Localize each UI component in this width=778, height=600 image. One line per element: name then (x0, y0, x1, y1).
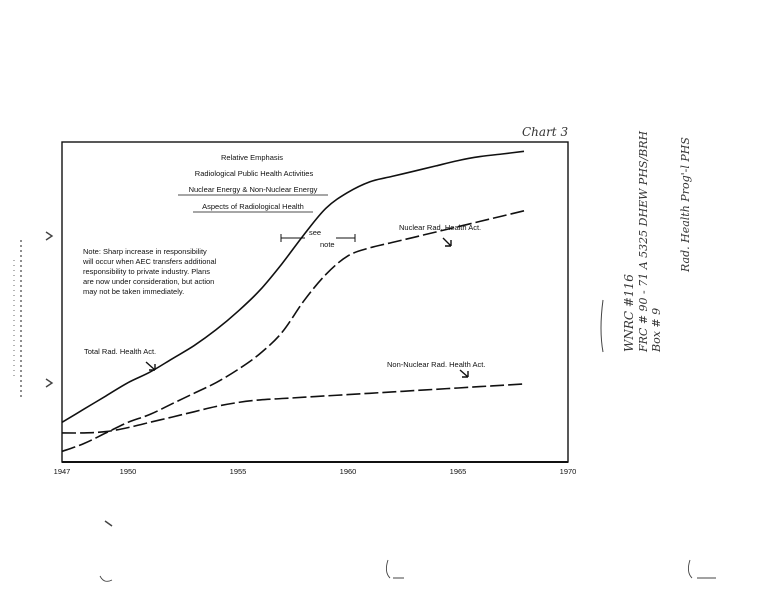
chart-title (178, 153, 328, 212)
series-label-nuclear: Nuclear Rad. Health Act. (399, 223, 482, 232)
x-tick-label-1955: 1955 (229, 467, 247, 476)
archive-line-3: Box # 9 (650, 307, 663, 352)
note-line-1: Note: Sharp increase in responsibility (83, 247, 207, 256)
note-line-2: will occur when AEC transfers additional (83, 257, 217, 266)
arrow-non-nuclear-icon (460, 370, 468, 377)
title-line-3: Nuclear Energy & Non-Nuclear Energy (188, 185, 318, 194)
title-line-1: Relative Emphasis (220, 153, 284, 162)
x-tick-labels (54, 467, 577, 476)
series-label-non-nuclear: Non-Nuclear Rad. Health Act. (387, 360, 486, 369)
archive-line-2: FRC # 90 - 71 A 5325 DHEW PHS/BRH (637, 130, 650, 352)
title-line-2: Radiological Public Health Activities (194, 169, 314, 178)
x-tick-label-1960: 1960 (339, 467, 357, 476)
series-label-total: Total Rad. Health Act. (84, 347, 157, 356)
note-line-5: may not be taken immediately. (83, 287, 185, 296)
note-line-3: responsibility to private industry. Plans (83, 267, 211, 276)
archive-line-1: WNRC #116 (622, 274, 636, 352)
x-tick-label-1950: 1950 (119, 467, 137, 476)
title-line-4: Aspects of Radiological Health (202, 202, 304, 211)
arrow-nuclear-icon (443, 238, 451, 246)
x-tick-label-1970: 1970 (559, 467, 577, 476)
note-line-4: are now under consideration, but action (83, 277, 215, 286)
see-note-line-1: see (309, 228, 322, 237)
x-tick-label-1947: 1947 (53, 467, 71, 476)
archive-annotation (622, 130, 663, 353)
see-note-line-2: note (320, 240, 335, 249)
x-tick-label-1965: 1965 (449, 467, 467, 476)
series-line-non-nuclear-rad-health (62, 384, 524, 433)
archive-line-4: Rad. Health Prog'-l PHS (679, 137, 692, 272)
note-block (82, 247, 217, 296)
see-note-marker (281, 228, 355, 249)
corner-handwriting: Chart 3 (522, 125, 569, 139)
archive-annotation-2 (679, 137, 692, 273)
arrow-total-icon (146, 362, 155, 370)
